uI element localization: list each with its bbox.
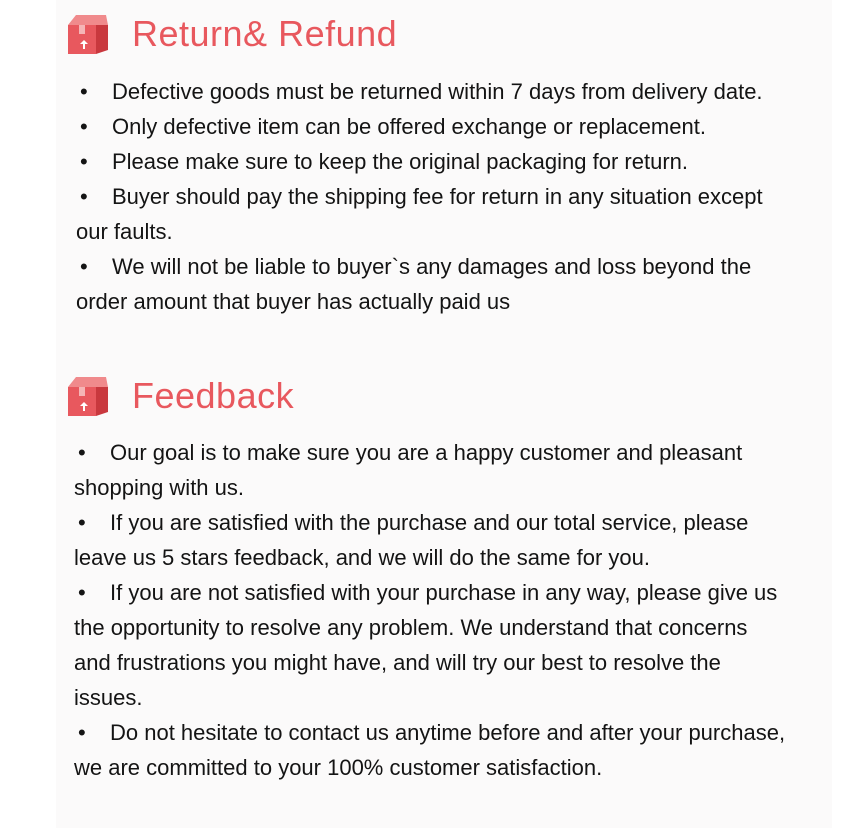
feedback-title: Feedback [132,375,295,416]
return-refund-list [76,74,786,319]
list-item [74,435,790,505]
list-item [76,74,786,109]
feedback-list [74,435,790,785]
list-item-text: If you are satisfied with the purchase and our total service, please leave us 5 stars feedback, and we will do the same for you. [74,510,749,570]
list-item-text: If you are not satisfied with your purchase in any way, please give us the opportunity to resolve any problem. We understand that concerns and frustrations you might have, and will try our best to resolve the issues. [74,580,778,710]
bullet-icon: • [80,114,88,139]
return-refund-title: Return& Refund [132,13,398,54]
list-item-text: Defective goods must be returned within 7 days from delivery date. [112,79,763,104]
list-item-text: We will not be liable to buyer`s any damages and loss beyond the order amount that buyer has actually paid us [76,254,752,314]
list-item [76,179,786,249]
bullet-icon: • [78,580,86,605]
list-item-text: Only defective item can be offered exchange or replacement. [112,114,706,139]
bullet-icon: • [80,79,88,104]
list-item [76,109,786,144]
list-item-text: Buyer should pay the shipping fee for return in any situation except our faults. [76,184,763,244]
list-item [74,575,790,715]
feedback-section [56,362,832,828]
bullet-icon: • [80,184,88,209]
feedback-header [66,374,294,418]
list-item [76,144,786,179]
list-item [74,505,790,575]
list-item [74,715,790,785]
bullet-icon: • [80,254,88,279]
bullet-icon: • [78,510,86,535]
package-box-icon [66,12,110,56]
list-item [76,249,786,319]
return-refund-section [56,0,832,362]
bullet-icon: • [78,440,86,465]
bullet-icon: • [80,149,88,174]
list-item-text: Our goal is to make sure you are a happy customer and pleasant shopping with us. [74,440,743,500]
list-item-text: Please make sure to keep the original packaging for return. [112,149,688,174]
list-item-text: Do not hesitate to contact us anytime before and after your purchase, we are committed to your 100% customer satisfaction. [74,720,786,780]
bullet-icon: • [78,720,86,745]
return-refund-header [66,12,397,56]
package-box-icon [66,374,110,418]
